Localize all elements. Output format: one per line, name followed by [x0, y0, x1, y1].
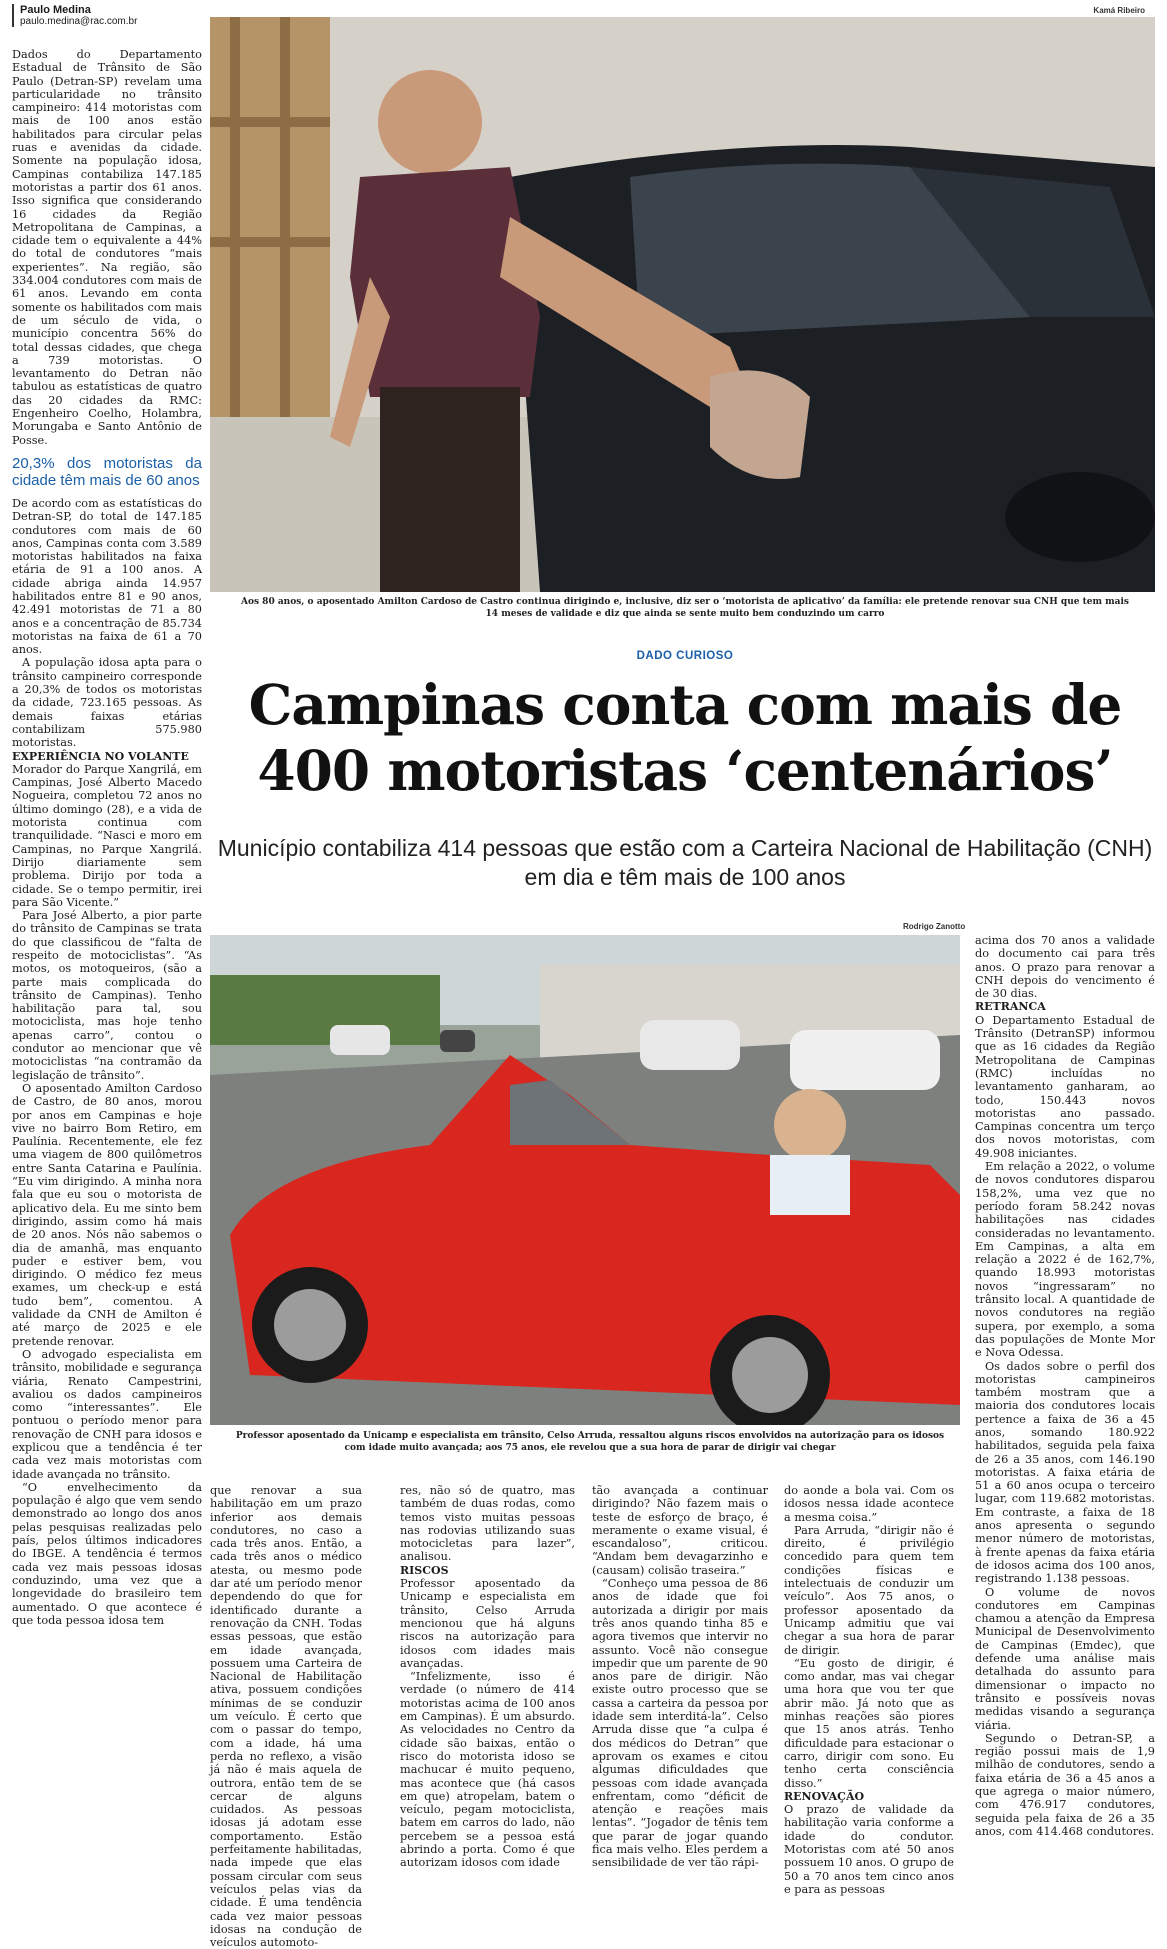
paragraph: Dados do Departamento Estadual de Trânsito de São Paulo (Detran-SP) revelam uma particularidade no trânsito campineiro: 414 motoristas com mais de 100 anos estão habilitados para circular pelas ruas e avenidas da cidade. Somente na população idosa, Campinas contabiliza 147.185 motoristas a partir dos 61 anos. Isso significa que considerando 16 cidades da Região Metropolitana de Campinas, a cidade tem o equivalente a 44% do total de condutores “mais experientes”. Na região, são 334.004 condutores com mais de 61 anos. Levando em conta somente os habilitados com mais de um século de vida, o município concentra 56% do total dessas cidades, que chega a 739 motoristas. O levantamento do Detran não tabulou as estatísticas de quatro das 20 cidades da RMC: Engenheiro Coelho, Holambra, Morungaba e Santo Antônio de Posse.: [12, 48, 202, 447]
paragraph: Segundo o Detran-SP, a região possui mais de 1,9 milhão de condutores, sendo a faixa etária de 36 a 45 anos a que agrega o maior número, com 476.917 condutores, seguida pela faixa de 26 a 35 anos, com 414.468 condutores.: [975, 1731, 1155, 1838]
body-column-4: [592, 1484, 768, 1870]
author-name: Paulo Medina: [12, 4, 202, 16]
photo-caption: Aos 80 anos, o aposentado Amilton Cardoso de Castro continua dirigindo e, inclusive, diz ser o ‘motorista de aplicativo’ da família: ele pretende renovar sua CNH que tem mais 14 meses de validade e diz que ainda se sente muito bem conduzindo um carro: [241, 597, 1129, 619]
paragraph: res, não só de quatro, mas também de duas rodas, como temos visto muitas pessoas nas rodovias utilizando suas motocicletas para lazer”, analisou.: [400, 1484, 575, 1564]
paragraph: “Eu gosto de dirigir, é como andar, mas vai chegar uma hora que vou ter que abrir mão. Já noto que as minhas reações são piores que 15 anos atrás. Tenho dificuldade para estacionar o carro, dirigir com sono. Eu tenho certa consciência disso.”: [784, 1656, 954, 1790]
body-column-3: [400, 1484, 575, 1870]
body-column-2: [210, 1484, 362, 1949]
photo-credit: Kamá Ribeiro: [1093, 6, 1145, 15]
paragraph: Os dados sobre o perfil dos motoristas campineiros também mostram que a maioria dos condutores locais pertence a faixa de 36 a 45 anos, somando 180.922 habilitados, seguida pela faixa de 26 a 35 anos, com 146.190 motoristas. A faixa etária de 51 a 60 anos ocupa o terceiro lugar, com 119.682 motoristas. Em contraste, a faixa de 18 anos apresenta o segundo menor número de motoristas, à frente apenas da faixa etária de idosos acima dos 100 anos, registrando 1.138 pessoas.: [975, 1359, 1155, 1586]
author-email: paulo.medina@rac.com.br: [12, 16, 202, 27]
paragraph: O Departamento Estadual de Trânsito (DetranSP) informou que as 16 cidades da Região Metropolitana de Campinas (RMC) incluídas no levantamento ganharam, ao todo, 150.443 novos motoristas ano passado. Campinas concentra um terço dos novos motoristas, com 49.908 iniciantes.: [975, 1013, 1155, 1160]
photo-red-convertible: [210, 935, 960, 1425]
paragraph: Para Arruda, “dirigir não é direito, é privilégio concedido para quem tem condições físicas e intelectuais de conduzir um veículo”. Aos 75 anos, o professor aposentado da Unicamp admitiu que vai chegar a sua hora de parar de dirigir.: [784, 1523, 954, 1657]
paragraph: “Conheço uma pessoa de 86 anos de idade que foi autorizada a dirigir por mais três anos quando tinha 85 e agora tivemos que intervir no assunto. Você não consegue impedir que um parente de 90 anos pare de dirigir. Não existe outro processo que se cassa a carteira da pessoa por idade sem interditá-la”. Celso Arruda disse que “a culpa é dos médicos do Detran” que aprovam os exames e citou algumas dificuldades que pessoas com idade avançada enfrentam, como “déficit de atenção e reações mais lentas”. “Jogador de tênis tem que parar de jogar quando fica mais velho. Eles perdem a sensibilidade de ver tão rápi-: [592, 1577, 768, 1870]
photo-elderly-man-cleaning-car: [210, 17, 1155, 592]
paragraph: O prazo de validade da habilitação varia conforme a idade do condutor. Motoristas com até 50 anos possuem 10 anos. O grupo de 50 a 70 anos tem cinco anos e para as pessoas: [784, 1803, 954, 1896]
paragraph: Professor aposentado da Unicamp e especialista em trânsito, Celso Arruda mencionou que há alguns riscos na autorização para idosos com idades mais avançadas.: [400, 1577, 575, 1670]
section-heading: RETRANCA: [975, 1000, 1046, 1014]
section-heading: RENOVAÇÃO: [784, 1789, 865, 1803]
deck: Município contabiliza 414 pessoas que estão com a Carteira Nacional de Habilitação (CNH) em dia e têm mais de 100 anos: [217, 835, 1153, 890]
paragraph: O aposentado Amilton Cardoso de Castro, de 80 anos, morou por anos em Campinas e hoje vive no bairro Bom Retiro, em Paulínia. Recentemente, ele fez uma viagem de 800 quilômetros entre Santa Catarina e Paulínia. “Eu vim dirigindo. A minha nora fala que eu sou o motorista de aplicativo dela. Eu me sinto bem dirigindo, assim como há mais de 20 anos. Nós não sabemos o dia de amanhã, mas enquanto puder e estiver bem, vou dirigindo. O médico fez meus exames, um check-up e está tudo bem”, comentou. A validade da CNH de Amilton é até março de 2025 e ele pretende renovar.: [12, 1081, 202, 1348]
paragraph: do aonde a bola vai. Com os idosos nessa idade acontece a mesma coisa.”: [784, 1484, 954, 1524]
kicker: DADO CURIOSO: [636, 650, 734, 662]
photo-credit: Rodrigo Zanotto: [903, 922, 966, 931]
body-column-5: [784, 1484, 954, 1896]
photo-caption: Professor aposentado da Unicamp e especialista em trânsito, Celso Arruda, ressaltou alguns riscos envolvidos na autorização para os idosos com idade muito avançada; aos 75 anos, ele revelou que a sua hora de parar de dirigir vai chegar: [235, 1431, 945, 1453]
paragraph: “O envelhecimento da população é algo que vem sendo demonstrado ao longo dos anos pelas pesquisas realizadas pelo país, pelos últimos indicadores do IBGE. A tendência é termos cada vez mais pessoas idosas conduzindo, uma vez que a longevidade do brasileiro tem aumentado. O que acontece é que toda pessoa idosa tem: [12, 1480, 202, 1627]
paragraph: Em relação a 2022, o volume de novos condutores disparou 158,2%, uma vez que no período foram 58.242 novas habilitações nas cidades consideradas no levantamento. Em Campinas, a alta em relação a 2022 é de 162,7%, quando 18.993 motoristas novos “ingressaram” no trânsito local. A quantidade de novos condutores na região supera, por exemplo, a soma das populações de Monte Mor e Nova Odessa.: [975, 1160, 1155, 1360]
paragraph: que renovar a sua habilitação em um prazo inferior aos demais condutores, no caso a cada três anos. Então, a cada três anos o médico atesta, ou mesmo pode dar até um período menor dependendo do que for identificado durante a renovação da CNH. Todas essas pessoas, que estão em idade avançada, possuem uma Carteira de Nacional de Habilitação ativa, possuem condições mínimas de se conduzir um veículo. É certo que com o passar do tempo, com a idade, há uma perda no reflexo, a visão já não é mais aquela de outrora, então tem de se cercar de alguns cuidados. As pessoas idosas já adotam esse comportamento. Estão perfeitamente habilitadas, nada impede que elas possam circular com seus veículos pelas vias da cidade. É uma tendência cada vez maior pessoas idosas na condução de veículos automoto-: [210, 1484, 362, 1949]
paragraph: Para José Alberto, a pior parte do trânsito de Campinas se trata do que classificou de “falta de respeito de motociclistas”. “As motos, os motoqueiros, (são a parte mais complicada do trânsito de Campinas). Tenho habilitação para tal, sou motociclista, mas hoje tenho apenas carro”, contou o condutor ao mencionar que vê motociclistas “na contramão da legislação de trânsito”.: [12, 909, 202, 1082]
paragraph: acima dos 70 anos a validade do documento cai para três anos. O prazo para renovar a CNH depois do vencimento é de 30 dias.: [975, 934, 1155, 1001]
paragraph: Morador do Parque Xangrilá, em Campinas, José Alberto Macedo Nogueira, completou 72 anos no último domingo (28), e a vida de motorista continua com tranquilidade. “Nasci e moro em Campinas, no Parque Xangrilá. Dirijo diariamente sem problema. Dirijo por toda a cidade. Se o tempo permitir, irei para São Vicente.”: [12, 762, 202, 909]
section-heading: RISCOS: [400, 1563, 449, 1577]
section-heading: EXPERIÊNCIA NO VOLANTE: [12, 749, 189, 763]
paragraph: O volume de novos condutores em Campinas chamou a atenção da Empresa Municipal de Desenvolvimento de Campinas (Emdec), que defende uma análise mais detalhada do assunto para dimensionar o impacto no trânsito e possíveis novas medidas visando a segurança viária.: [975, 1585, 1155, 1732]
paragraph: A população idosa apta para o trânsito campineiro corresponde a 20,3% de todos os motoristas da cidade, 723.165 pessoas. As demais faixas etárias contabilizam 575.980 motoristas.: [12, 656, 202, 750]
paragraph: O advogado especialista em trânsito, mobilidade e segurança viária, Renato Campestrini, avaliou os dados campineiros como “interessantes”. Ele pontuou o período menor para renovação de CNH para idosos e explicou que a tendência é ter cada vez mais motoristas com idade avançada no trânsito.: [12, 1347, 202, 1481]
paragraph: De acordo com as estatísticas do Detran-SP, do total de 147.185 condutores com mais de 60 anos, Campinas conta com 3.589 motoristas habilitados na faixa etária de 91 a 100 anos. A cidade abriga ainda 14.957 habilitados entre 81 e 90 anos, 42.491 motoristas de 71 a 80 anos e a concentração de 85.734 motoristas na faixa de 61 a 70 anos.: [12, 496, 202, 657]
paragraph: tão avançada a continuar dirigindo? Não fazem mais o teste de esforço de braço, é meramente o exame visual, é escandaloso”, criticou. “Andam bem devagarzinho e (causam) colisão traseira.”: [592, 1484, 768, 1577]
headline: Campinas conta com mais de 400 motoristas ‘centenários’: [248, 672, 1122, 803]
body-column-right: [975, 934, 1155, 1838]
left-column: [12, 48, 202, 1627]
paragraph: “Infelizmente, isso é verdade (o número de 414 motoristas acima de 100 anos em Campinas). É um absurdo. As velocidades no Centro da cidade são baixas, então o risco do motorista idoso se machucar é muito pequeno, mas acontece que (há casos em que) atropelam, batem o veículo, pegam motociclista, batem em carros do lado, não percebem se a pessoa está abrindo a porta. Como é que autorizam idosos com idade: [400, 1670, 575, 1870]
byline: [12, 4, 202, 27]
subhead: 20,3% dos motoristas da cidade têm mais de 60 anos: [12, 454, 202, 489]
